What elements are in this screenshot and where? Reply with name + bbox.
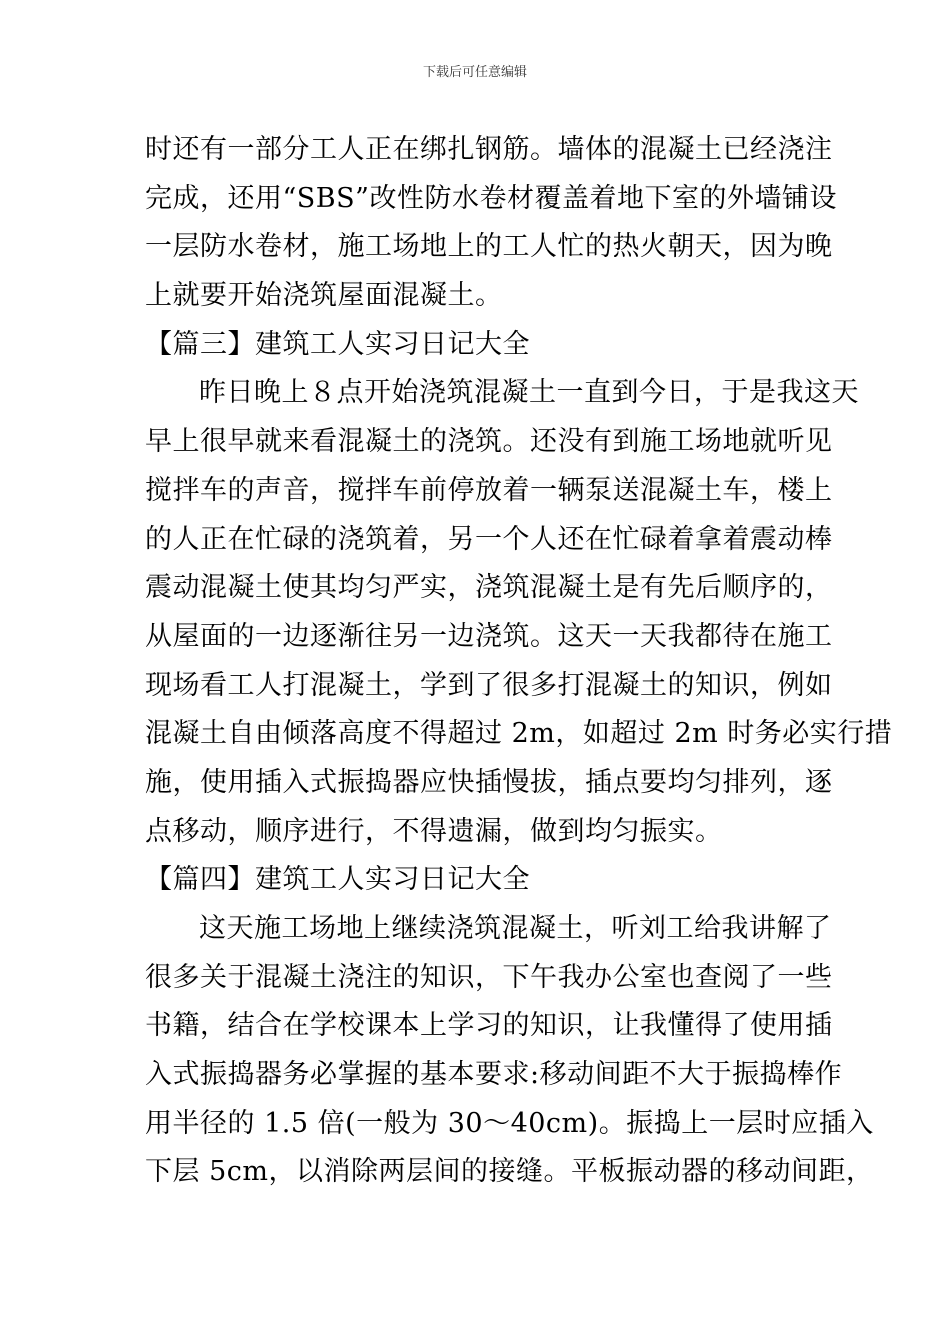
body-line: 这天施工场地上继续浇筑混凝土，听刘工给我讲解了 bbox=[199, 913, 832, 944]
body-line: 震动混凝土使其均匀严实，浇筑混凝土是有先后顺序的， bbox=[145, 572, 833, 604]
document-body bbox=[145, 126, 893, 1197]
body-line: 下层 5cm，以消除两层间的接缝。平板振动器的移动间距， bbox=[145, 1156, 874, 1188]
body-line: 的人正在忙碌的浇筑着，另一个人还在忙碌着拿着震动棒 bbox=[145, 523, 833, 555]
body-line: 从屋面的一边逐渐往另一边浇筑。这天一天我都待在施工 bbox=[145, 620, 833, 652]
body-line: 时还有一部分工人正在绑扎钢筋。墙体的混凝土已经浇注 bbox=[145, 134, 833, 165]
body-line: 现场看工人打混凝土，学到了很多打混凝土的知识，例如 bbox=[145, 669, 833, 701]
body-line: 一层防水卷材，施工场地上的工人忙的热火朝天，因为晚 bbox=[145, 231, 833, 263]
body-line: 施，使用插入式振捣器应快插慢拔，插点要均匀排列，逐 bbox=[145, 766, 833, 798]
page-header: 下载后可任意编辑 bbox=[422, 65, 527, 80]
body-line: 早上很早就来看混凝土的浇筑。还没有到施工场地就听见 bbox=[145, 426, 833, 458]
section-heading-4: 【篇四】建筑工人实习日记大全 bbox=[145, 864, 530, 896]
body-line: 很多关于混凝土浇注的知识，下午我办公室也查阅了一些 bbox=[145, 961, 833, 993]
section-heading-3: 【篇三】建筑工人实习日记大全 bbox=[145, 328, 530, 360]
body-line: 昨日晚上８点开始浇筑混凝土一直到今日，于是我这天 bbox=[199, 377, 859, 409]
body-line: 书籍，结合在学校课本上学习的知识，让我懂得了使用插 bbox=[145, 1010, 833, 1042]
body-line: 用半径的 1.5 倍(一般为 30～40cm)。振捣上一层时应插入 bbox=[145, 1107, 874, 1139]
body-line: 入式振捣器务必掌握的基本要求:移动间距不大于振捣棒作 bbox=[145, 1059, 843, 1091]
body-line: 搅拌车的声音，搅拌车前停放着一辆泵送混凝土车，楼上 bbox=[145, 474, 833, 506]
body-line: 点移动，顺序进行，不得遗漏，做到均匀振实。 bbox=[145, 815, 723, 847]
body-line: 完成，还用“SBS”改性防水卷材覆盖着地下室的外墙铺设 bbox=[145, 182, 837, 214]
body-line: 上就要开始浇筑屋面混凝土。 bbox=[145, 280, 503, 312]
body-line: 混凝土自由倾落高度不得超过 2m，如超过 2m 时务必实行措 bbox=[145, 718, 893, 750]
